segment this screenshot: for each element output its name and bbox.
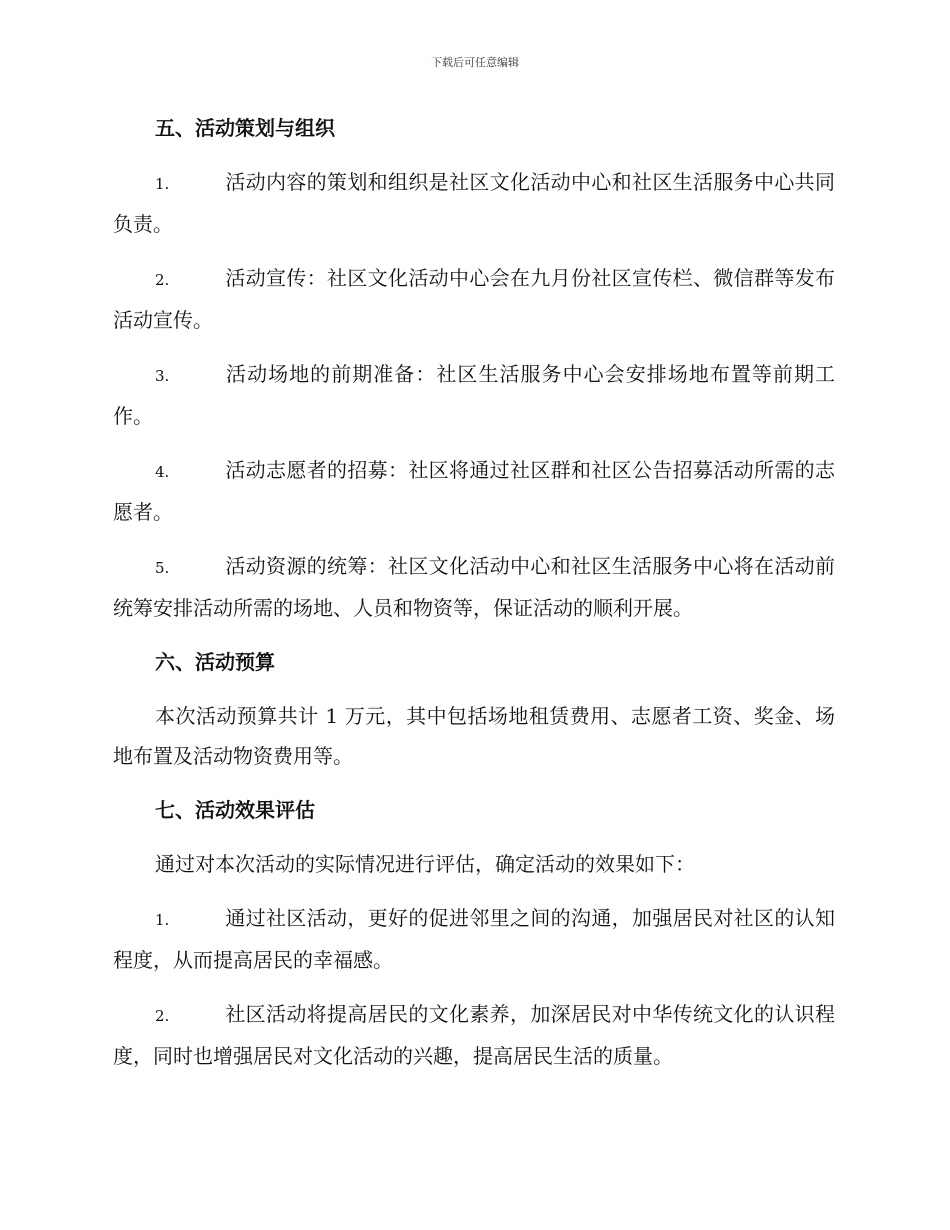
list-item (113, 898, 835, 980)
budget-paragraph: 本次活动预算共计 1 万元，其中包括场地租赁费用、志愿者工资、奖金、场地布置及活动物资费用等。 (113, 704, 835, 768)
list-item (113, 450, 835, 532)
list-item (113, 994, 835, 1076)
item-number: 5. (155, 559, 170, 577)
item-text: 活动志愿者的招募：社区将通过社区群和社区公告招募活动所需的志愿者。 (113, 458, 835, 524)
item-number: 3. (155, 367, 170, 385)
item-text: 活动场地的前期准备：社区生活服务中心会安排场地布置等前期工作。 (113, 362, 835, 428)
section-heading-6: 六、活动预算 (155, 650, 275, 674)
item-number: 1. (155, 911, 170, 929)
evaluation-intro: 通过对本次活动的实际情况进行评估，确定活动的效果如下： (155, 852, 695, 876)
list-item (113, 546, 835, 628)
item-text: 社区活动将提高居民的文化素养，加深居民对中华传统文化的认识程度，同时也增强居民对文化活动的兴趣，提高居民生活的质量。 (113, 1002, 835, 1068)
item-number: 1. (155, 175, 170, 193)
item-text: 通过社区活动，更好的促进邻里之间的沟通，加强居民对社区的认知程度，从而提高居民的幸福感。 (113, 906, 835, 972)
document-body (113, 108, 835, 1090)
item-number: 2. (155, 271, 170, 289)
list-item (113, 162, 835, 244)
item-text: 活动宣传：社区文化活动中心会在九月份社区宣传栏、微信群等发布活动宣传。 (113, 266, 835, 332)
item-text: 活动资源的统筹：社区文化活动中心和社区生活服务中心将在活动前统筹安排活动所需的场地、人员和物资等，保证活动的顺利开展。 (113, 554, 835, 620)
list-item (113, 354, 835, 436)
section-heading-7: 七、活动效果评估 (155, 798, 315, 822)
item-number: 2. (155, 1007, 170, 1025)
page-header: 下载后可任意编辑 (431, 56, 519, 69)
item-text: 活动内容的策划和组织是社区文化活动中心和社区生活服务中心共同负责。 (113, 170, 835, 236)
item-number: 4. (155, 463, 170, 481)
list-item (113, 258, 835, 340)
section-heading-5: 五、活动策划与组织 (155, 116, 335, 140)
